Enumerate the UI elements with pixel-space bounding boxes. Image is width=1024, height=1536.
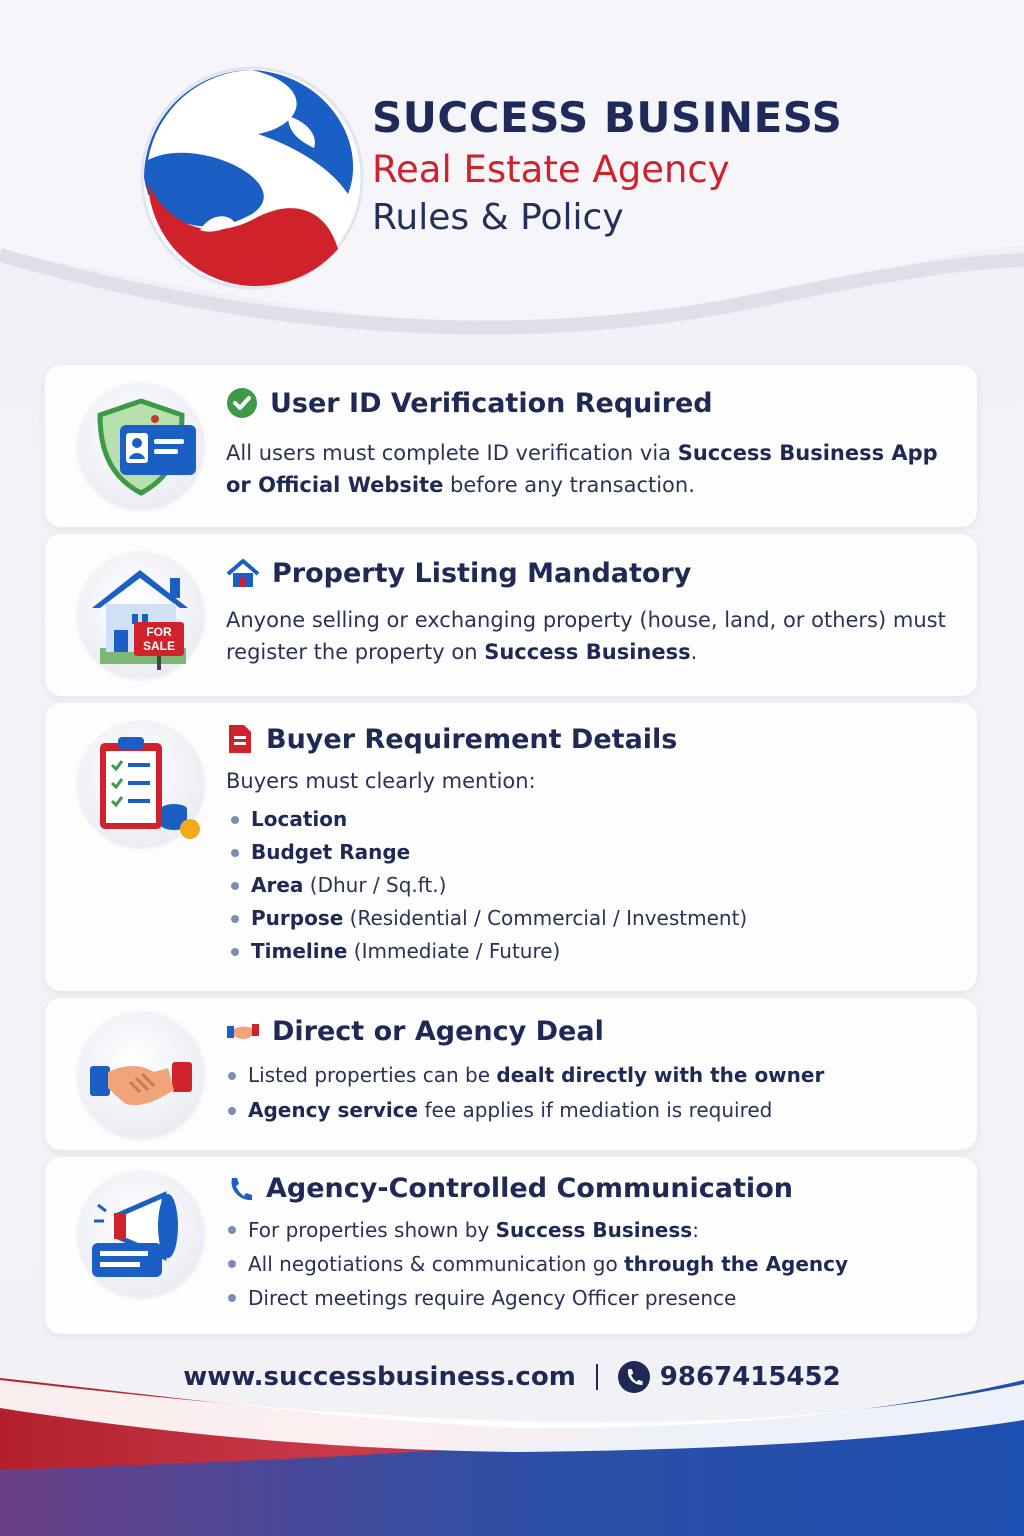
list-item: Location xyxy=(229,803,747,836)
brand-tagline: Rules & Policy xyxy=(372,197,624,238)
brand-title: SUCCESS BUSINESS xyxy=(372,93,843,142)
deal-card xyxy=(45,998,977,1150)
communication-title: Agency-Controlled Communication xyxy=(226,1173,793,1204)
list-item: Listed properties can be dealt directly with the owner xyxy=(226,1058,824,1093)
list-item: Purpose (Residential / Commercial / Investment) xyxy=(229,902,747,935)
deal-icon-circle xyxy=(78,1012,204,1138)
listing-icon-circle xyxy=(78,552,204,678)
verification-icon-circle xyxy=(78,383,204,509)
listing-title: Property Listing Mandatory xyxy=(226,558,691,589)
website-link[interactable]: www.successbusiness.com xyxy=(183,1362,576,1392)
buyer-intro: Buyers must clearly mention: xyxy=(226,769,536,793)
list-item: For properties shown by Success Business: xyxy=(226,1213,848,1247)
sign-line-2: SALE xyxy=(142,639,176,653)
buyer-title: Buyer Requirement Details xyxy=(226,723,677,755)
document-icon xyxy=(226,723,254,755)
home-icon xyxy=(226,559,260,589)
footer xyxy=(0,1352,1024,1402)
communication-card xyxy=(45,1157,977,1334)
phone-icon xyxy=(226,1175,254,1203)
verification-card xyxy=(45,365,977,527)
verification-title: User ID Verification Required xyxy=(226,387,713,419)
buyer-list xyxy=(229,803,747,968)
verification-text: All users must complete ID verification via Success Business App or Official Website before any transaction. xyxy=(226,441,938,497)
list-item: All negotiations & communication go through the Agency xyxy=(226,1247,848,1281)
list-item: Agency service fee applies if mediation is required xyxy=(226,1093,824,1128)
list-item: Direct meetings require Agency Officer presence xyxy=(226,1281,848,1315)
house-for-sale-icon xyxy=(78,552,204,678)
deal-list xyxy=(226,1058,824,1128)
listing-card xyxy=(45,534,977,696)
check-circle-icon xyxy=(226,387,258,419)
logo-s-icon xyxy=(138,64,366,292)
handshake-icon xyxy=(78,1012,204,1138)
clipboard-checklist-icon xyxy=(78,721,204,847)
shield-id-card-icon xyxy=(78,383,204,509)
phone-icon xyxy=(618,1361,650,1393)
footer-divider xyxy=(596,1364,598,1390)
list-item: Budget Range xyxy=(229,836,747,869)
buyer-card xyxy=(45,703,977,991)
buyer-icon-circle xyxy=(78,721,204,847)
communication-icon-circle xyxy=(78,1171,204,1297)
deal-title: Direct or Agency Deal xyxy=(226,1016,604,1047)
list-item: Area (Dhur / Sq.ft.) xyxy=(229,869,747,902)
communication-list xyxy=(226,1213,848,1315)
list-item: Timeline (Immediate / Future) xyxy=(229,935,747,968)
sign-line-1: FOR xyxy=(146,625,172,639)
handshake-icon xyxy=(226,1020,260,1044)
header xyxy=(0,0,1024,330)
phone-number[interactable]: 9867415452 xyxy=(659,1362,841,1392)
megaphone-chat-icon xyxy=(78,1171,204,1297)
brand-subtitle: Real Estate Agency xyxy=(372,148,730,191)
listing-text: Anyone selling or exchanging property (house, land, or others) must register the property on Success Business. xyxy=(226,608,946,664)
